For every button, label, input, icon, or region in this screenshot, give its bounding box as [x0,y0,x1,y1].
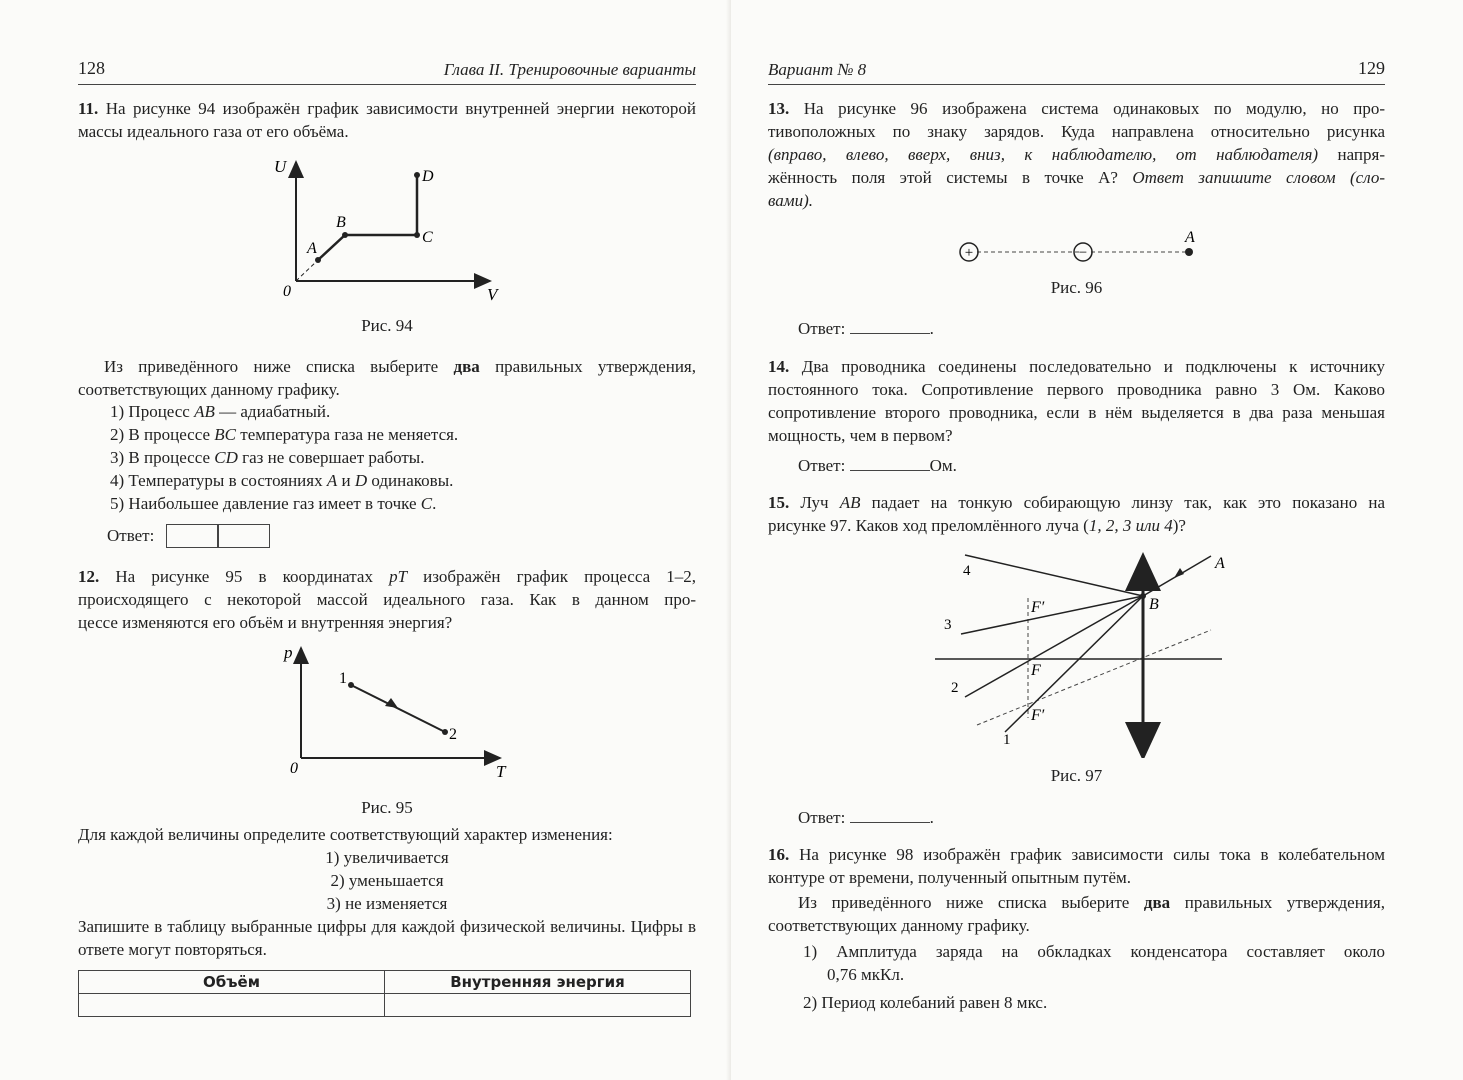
option-2 [110,423,700,446]
answer-tail: . [929,319,934,338]
answer-tail: . [929,808,934,827]
p-axis-label: p [284,643,293,662]
option-text: — адиабатный. [214,402,331,421]
answer-label: Ответ: [798,456,846,475]
q15-line-1 [768,491,1385,514]
ray-direction-arrow [1174,568,1184,578]
point-a [315,257,321,263]
option-num: 1) [110,402,125,421]
option-var: AB [194,402,215,421]
question-12 [78,565,696,634]
instr-post: правильных утверждения, соответствующих данному графику. [78,357,696,399]
u-axis-label: U [274,157,287,176]
ray-1 [1005,596,1143,732]
question-15 [768,491,1385,537]
question-number: 14. [768,357,790,376]
label-a: A [1185,229,1195,246]
point-c [414,232,420,238]
q12-instruction: Для каждой величины определите соответствующий характер изменения: [78,825,613,844]
question-text: На рисунке 94 изображён график зависимости внутренней энергии некоторой массы идеального газа от его объёма. [78,99,697,141]
label-ray-1: 1 [1003,732,1011,748]
option-text: В процессе [128,448,215,467]
q14-answer [798,454,957,477]
q13-line-4 [768,166,1385,189]
point-2 [442,729,448,735]
option-var: A [326,471,338,490]
t-axis-label: T [496,762,506,781]
q15-answer [798,806,934,829]
answer-blank[interactable] [850,822,930,823]
answer-blank[interactable] [850,333,930,334]
answer-label: Ответ: [798,319,846,338]
q12-line-2: происходящего с некоторой массой идеального газа. Как в данном про- [78,590,696,609]
ray-4 [965,555,1143,596]
q16-instruction [768,891,1385,937]
option-text: Амплитуда заряда на обкладках конденсатора составляет около [836,942,1386,961]
option-var: D [354,471,368,490]
q12-line-1 [78,565,696,588]
label-ray-2: 2 [951,680,959,696]
option-num: 4) [110,471,125,490]
question-number: 12. [78,567,100,586]
question-number: 13. [768,99,790,118]
q15-line-2 [768,514,1385,537]
label-2: 2 [449,726,457,743]
q13-line-5: вами). [768,191,814,210]
option-4 [110,469,700,492]
question-text: рисунке 97. Каков ход преломлённого луча ( [768,516,1089,535]
header-rule [768,84,1385,85]
choice-2: 2) уменьшается [330,871,444,890]
label-1: 1 [339,670,347,687]
option-text: Наибольшее давление газ имеет в точке [128,494,421,513]
left-page [0,0,731,1080]
question-text: На рисунке 98 изображён график зависимости силы тока в колебательном контуре от времени, полученный опытным путём. [768,845,1386,887]
label-f-bot: F′ [1031,707,1045,724]
question-text: напря- [1318,145,1386,164]
answer-cell-1[interactable] [166,524,219,548]
q12-choices [78,846,696,915]
question-var: pT [389,567,408,586]
answer-table [78,970,691,1017]
header-rule [78,84,696,85]
ray-2 [965,596,1143,697]
option-1 [110,400,700,423]
question-16 [768,843,1385,889]
column-header-energy: Внутренняя энергия [385,971,691,994]
option-text: . [432,494,437,513]
label-b: B [336,214,346,231]
option-text: Период колебаний равен 8 мкс. [821,993,1048,1012]
figure-97 [927,548,1227,758]
question-text: На рисунке 96 изображена система одинаковых по модулю, но про- [803,99,1385,118]
question-text: На рисунке 95 в координатах [115,567,390,586]
option-var: CD [214,448,238,467]
label-ray-3: 3 [944,617,952,633]
option-text: одинаковы. [367,471,454,490]
option-num: 5) [110,494,125,513]
running-header: Глава II. Тренировочные варианты [443,60,696,79]
q11-answer-label: Ответ: [107,526,155,545]
q13-answer [798,317,934,340]
q11-instruction [78,355,696,401]
column-header-volume: Объём [79,971,385,994]
option-text: Температуры в состояниях [128,471,327,490]
option-text: В процессе [128,425,215,444]
answer-cell-2[interactable] [217,524,270,548]
question-text-italic: (вправо, влево, вверх, вниз, к наблюдателю, от наблюдателя) [768,145,1319,164]
figure-95 [280,640,520,785]
option-3 [110,446,700,469]
question-11 [78,97,696,143]
question-13 [768,97,1385,212]
figure-94 [270,150,510,310]
instr-bold: два [453,357,480,376]
instr-post: правильных утверждения, соответствующих данному графику. [768,893,1385,935]
option-var: BC [214,425,237,444]
origin-label: 0 [290,760,298,777]
point-b [1140,593,1146,599]
option-text: и [337,471,355,490]
q12-table-instruction: Запишите в таблицу выбранные цифры для каждой физической величины. Цифры в ответе могут повторяться. [78,917,696,959]
label-f-top: F′ [1031,599,1045,616]
point-1 [348,682,354,688]
question-text: Луч [800,493,840,512]
label-f-mid: F [1031,662,1041,679]
label-a: A [1215,555,1225,572]
question-text: жённость поля этой системы в точке A? [768,168,1133,187]
figure-95-caption: Рис. 95 [361,798,413,817]
option-num: 2) [110,425,125,444]
process-line [351,685,445,732]
question-text: )? [1172,516,1186,535]
point-d [414,172,420,178]
question-var: AB [839,493,861,512]
question-text: изображён график процесса 1–2, [407,567,696,586]
question-text: Два проводника соединены последовательно и подключены к источнику постоянного тока. Сопротивление первого проводника равно 3 Ом. Каково сопротивление второго проводника, если в нём выделяется в два раза меньшая мощность, чем в первом? [768,357,1385,445]
running-header: Вариант № 8 [768,60,867,79]
answer-blank[interactable] [850,470,930,471]
answer-label: Ответ: [798,808,846,827]
option-1-line-1 [803,940,1385,963]
plus-sign: + [964,245,974,261]
choice-1: 1) увеличивается [325,848,449,867]
process-curve [318,175,417,260]
answer-cell-volume[interactable] [79,994,385,1017]
question-number: 11. [78,99,99,118]
label-b: B [1149,596,1159,613]
option-num: 2) [803,993,818,1012]
label-a: A [307,240,317,257]
question-number: 15. [768,493,790,512]
point-a [1185,248,1193,256]
v-axis-label: V [487,285,498,304]
extrapolation-line [296,260,318,281]
q13-line-1 [768,97,1385,120]
answer-unit: Ом. [929,456,957,475]
label-d: D [422,168,434,185]
question-14 [768,355,1385,447]
figure-96 [951,225,1211,270]
figure-97-caption: Рис. 97 [1050,766,1103,785]
point-b [342,232,348,238]
instr-pre: Из приведённого ниже списка выберите [798,893,1144,912]
instr-pre: Из приведённого ниже списка выберите [104,357,454,376]
q13-line-3 [768,143,1385,166]
instr-bold: два [1143,893,1171,912]
label-ray-4: 4 [963,563,971,579]
answer-cell-energy[interactable] [385,994,691,1017]
q12-line-3: цессе изменяются его объём и внутренняя энергия? [78,613,453,632]
q16-option-2 [803,991,1385,1014]
choice-3: 3) не изменяется [326,894,448,913]
label-c: C [422,229,433,246]
option-var: C [420,494,433,513]
question-text-italic: 1, 2, 3 или 4 [1088,516,1173,535]
page-number: 128 [78,58,105,78]
q11-options [110,400,700,515]
option-5 [110,492,700,515]
q13-line-2: тивоположных по знаку зарядов. Куда направлена относительно рисунка [768,122,1385,141]
question-text-italic: Ответ запишите словом (сло- [1132,168,1385,187]
option-num: 1) [803,942,818,961]
option-text: температура газа не меняется. [236,425,459,444]
ray-3 [961,596,1143,634]
question-text: падает на тонкую собирающую линзу так, как это показано на [860,493,1385,512]
q16-option-1 [803,940,1385,986]
right-page [731,0,1463,1080]
figure-96-caption: Рис. 96 [1050,278,1103,297]
option-text: Процесс [128,402,195,421]
option-num: 3) [110,448,125,467]
minus-sign: − [1078,245,1088,261]
origin-label: 0 [283,283,291,300]
page-number: 129 [1358,58,1385,78]
figure-94-caption: Рис. 94 [361,316,413,335]
option-text: газ не совершает работы. [237,448,425,467]
option-1-line-2: 0,76 мкКл. [827,965,905,984]
question-number: 16. [768,845,790,864]
